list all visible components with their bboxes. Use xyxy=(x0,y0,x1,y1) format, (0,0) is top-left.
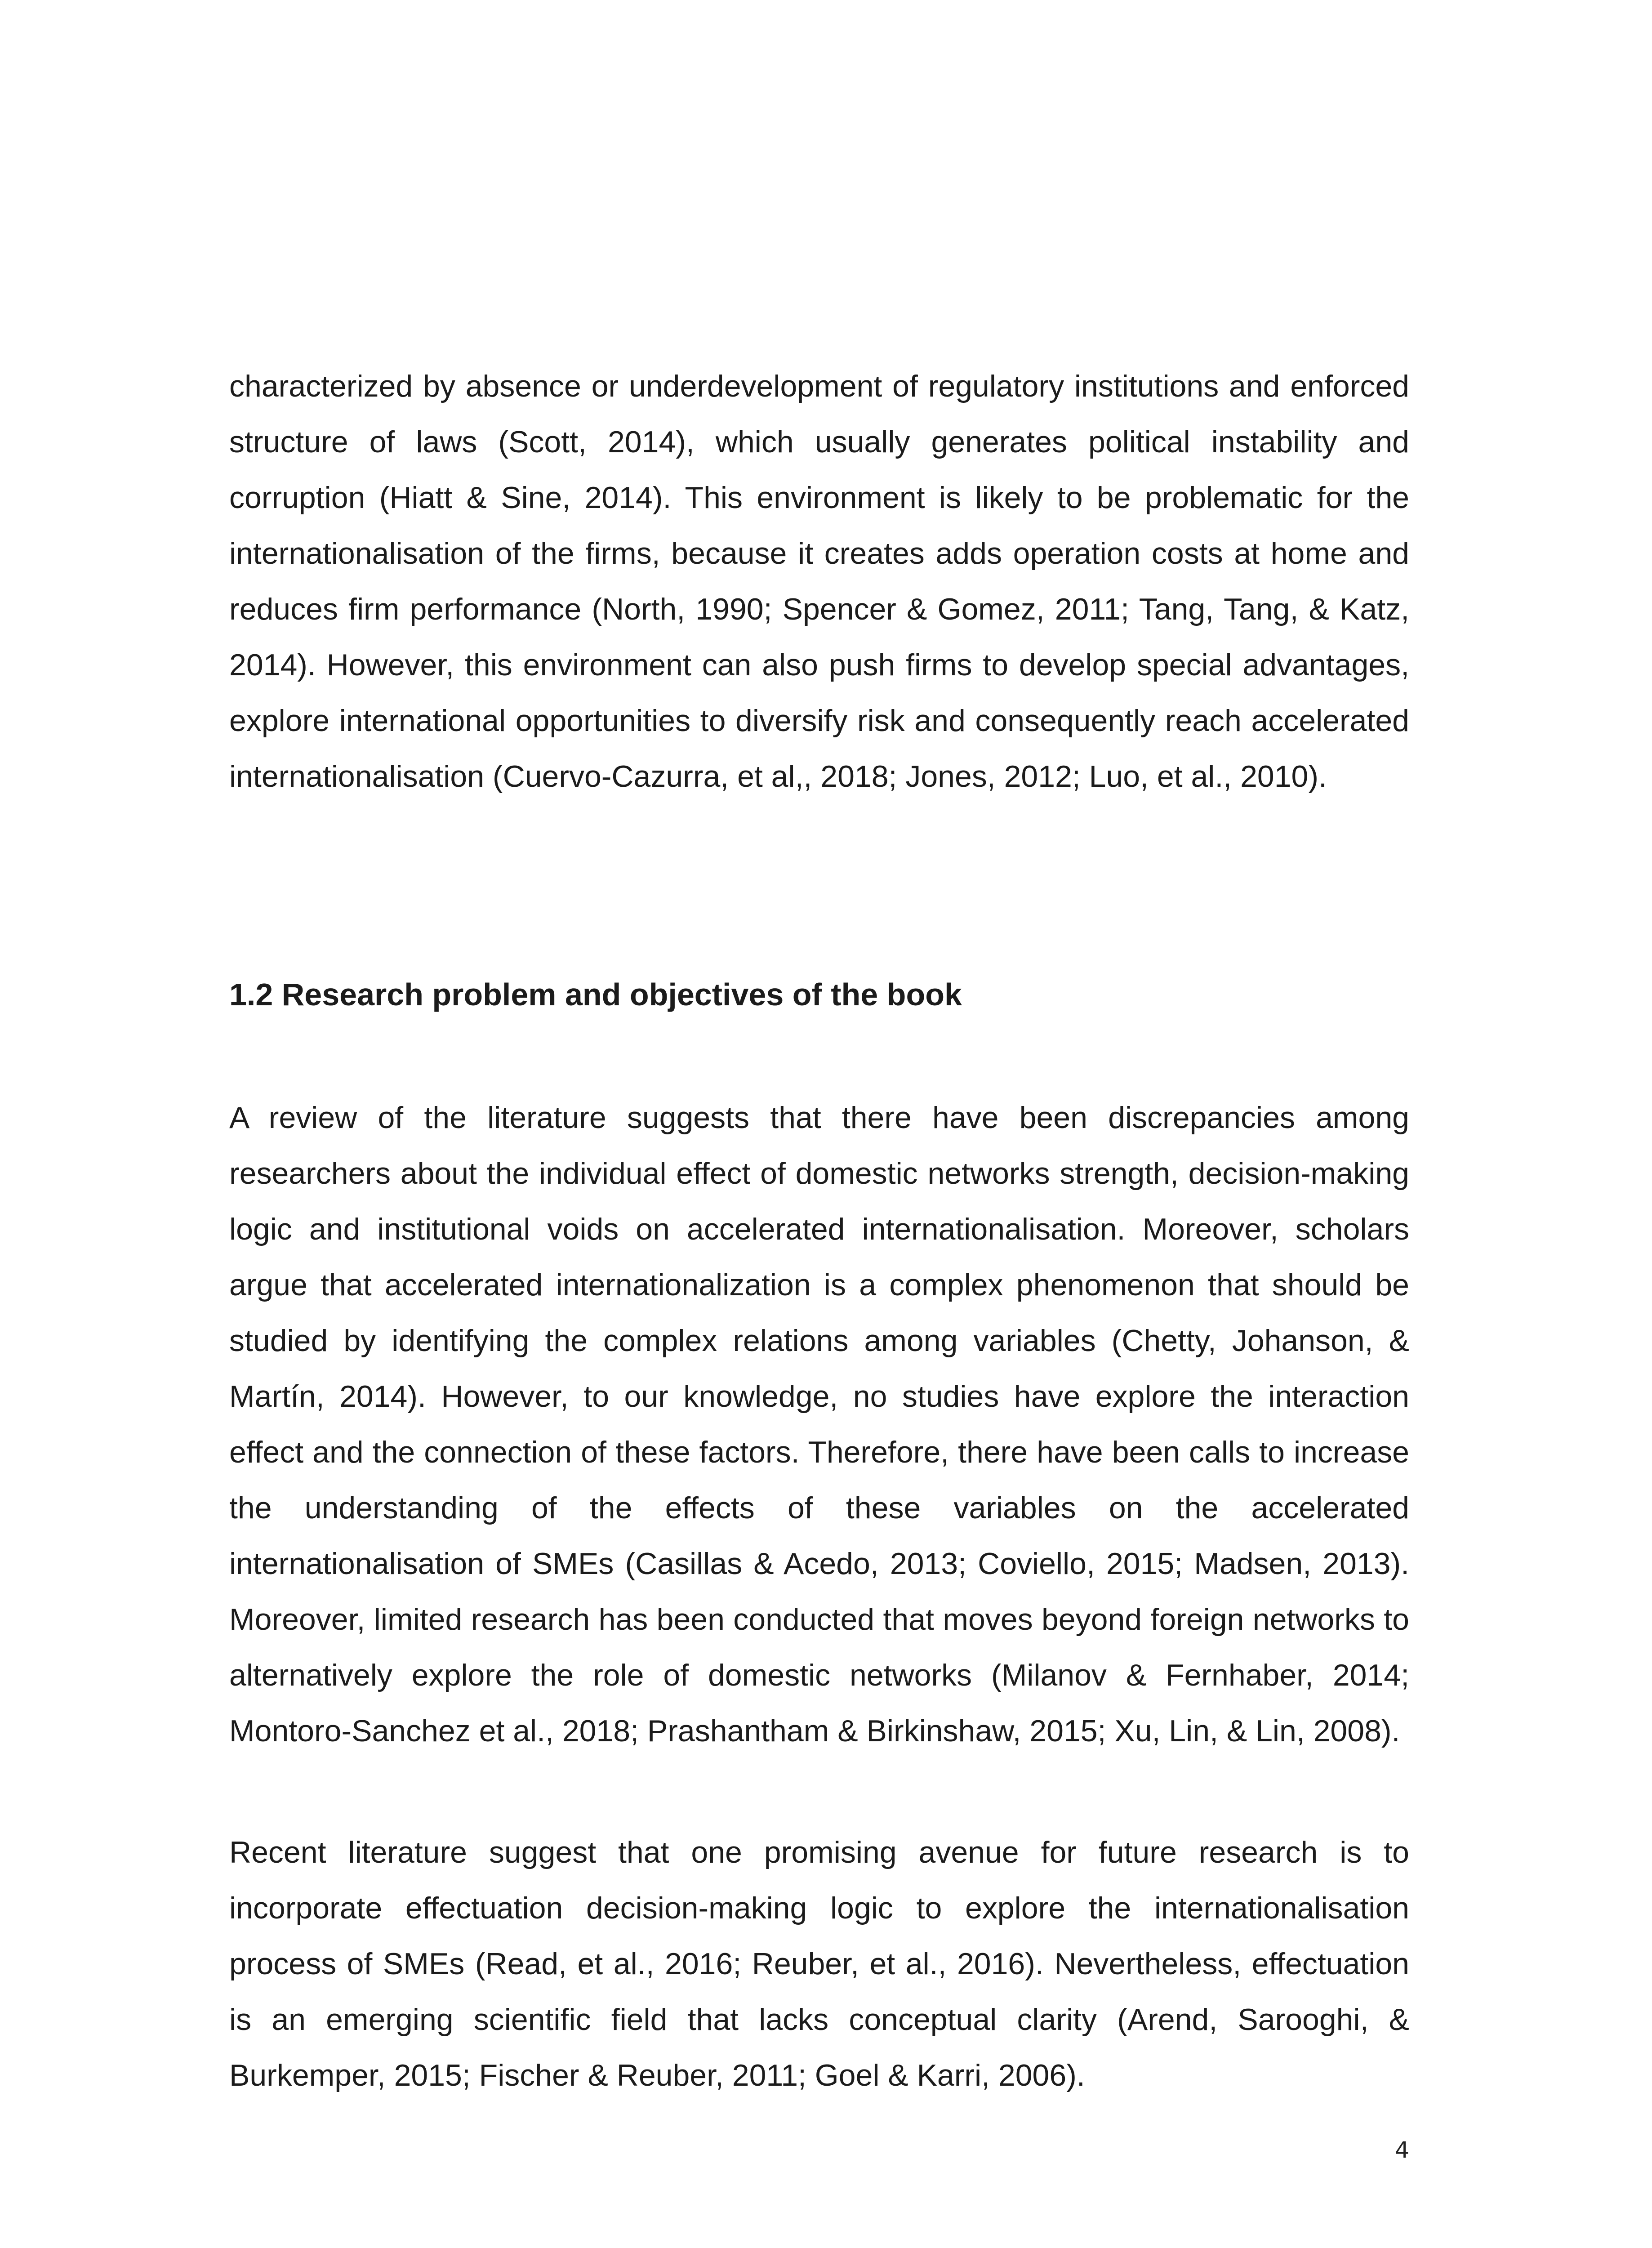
section-heading: 1.2 Research problem and objectives of the book xyxy=(229,977,962,1012)
body-paragraph: Recent literature suggest that one promising avenue for future research is to incorporate effectuation decision-making logic to explore the internationalisation process of SMEs (Read, et al., 2016; Reuber, et al., 2016). Nevertheless, effectuation is an emerging scientific field that lacks conceptual clarity (Arend, Sarooghi, & Burkemper, 2015; Fischer & Reuber, 2011; Goel & Karri, 2006). xyxy=(229,1835,1409,2092)
body-paragraph: characterized by absence or underdevelopment of regulatory institutions and enforced structure of laws (Scott, 2014), which usually generates political instability and corruption (Hiatt & Sine, 2014). This environment is likely to be problematic for the internationalisation of the firms, because it creates adds operation costs at home and reduces firm performance (North, 1990; Spencer & Gomez, 2011; Tang, Tang, & Katz, 2014). However, this environment can also push firms to develop special advantages, explore international opportunities to diversify risk and consequently reach accelerated internationalisation (Cuervo-Cazurra, et al,, 2018; Jones, 2012; Luo, et al., 2010). xyxy=(229,369,1409,794)
page-number: 4 xyxy=(1395,2137,1409,2163)
body-paragraph: A review of the literature suggests that there have been discrepancies among researchers about the individual effect of domestic networks strength, decision-making logic and institutional voids on accelerated internationalisation. Moreover, scholars argue that accelerated internationalization is a complex phenomenon that should be studied by identifying the complex relations among variables (Chetty, Johanson, & Martín, 2014). However, to our knowledge, no studies have explore the interaction effect and the connection of these factors. Therefore, there have been calls to increase the understanding of the effects of these variables on the accelerated internationalisation of SMEs (Casillas & Acedo, 2013; Coviello, 2015; Madsen, 2013). Moreover, limited research has been conducted that moves beyond foreign networks to alternatively explore the role of domestic networks (Milanov & Fernhaber, 2014; Montoro-Sanchez et al., 2018; Prashantham & Birkinshaw, 2015; Xu, Lin, & Lin, 2008). xyxy=(229,1101,1409,1748)
